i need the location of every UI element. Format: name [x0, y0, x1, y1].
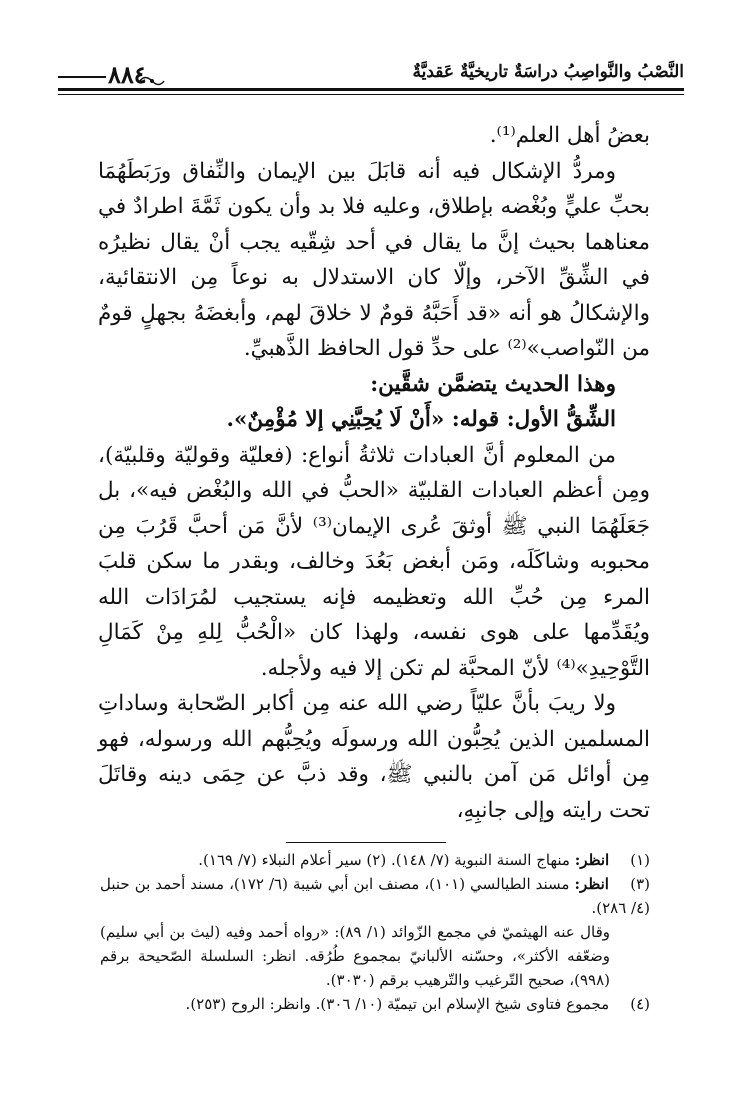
running-title: النَّصْبُ والنَّواصِبُ دراسَةٌ تاريخيَّةٌ عَقديَّةٌ — [412, 62, 684, 82]
paragraph-1: بعضُ أهل العلم⁽¹⁾. — [489, 123, 650, 148]
header-rule-thin — [58, 94, 684, 95]
footnote-4: (٤) مجموع فتاوى شيخ الإسلام ابن تيميّة (١٠/ ٣٠٦). وانظر: الروح (٢٥٣). — [185, 995, 650, 1013]
page-header — [58, 58, 684, 104]
header-rule — [58, 88, 684, 91]
page-number: ٨٨٤ — [108, 60, 147, 89]
footnotes — [100, 848, 650, 1016]
subsection-heading: الشِّقُّ الأول: قوله: «أَنْ لَا يُحِبَّنِي إلا مُؤْمِنٌ». — [226, 407, 616, 432]
paragraph-4: ولا ريبَ بأنَّ عليّاً رضي الله عنه مِن أكابر الصّحابة وساداتِ المسلمين الذين يُحِبُّون الله ورسولَه ويُحِبُّهم الله ورسوله، فهو مِن أوائل مَن آمن بالنبي ﷺ، وقد ذبَّ عن حِمَى دينه وقاتَلَ تحت رايته وإلى جانبِهِ، — [98, 691, 650, 823]
footnote-1: (١) انظر: منهاج السنة النبوية (٧/ ١٤٨). (٢) سير أعلام النبلاء (٧/ ١٦٩). — [198, 851, 650, 869]
paragraph-3: من المعلوم أنَّ العبادات ثلاثةُ أنواع: (فعليّة وقوليّة وقلبيّة)، ومِن أعظم العبادات القلبيّة «الحبُّ في الله والبُغْض فيه»، بل جَعَلَهُمَا النبي ﷺ أوثقَ عُرى الإيمان⁽³⁾ لأنَّ مَن أحبَّ قَرُبَ مِن محبوبه وشاكَلَه، ومَن أبغض بَعُدَ وخالف، وبقدر ما سكن قلبَ المرء مِن حُبِّ الله وتعظيمه فإنه يستجيب لمُرَادَات الله ويُقَدِّمها على هوى نفسه، ولهذا كان «الْحُبُّ لِلهِ مِنْ كَمَالِ التَّوْحِيدِ»⁽⁴⁾ لأنّ المحبَّة لم تكن إلا فيه ولأجله. — [98, 442, 651, 681]
footnote-3-continued: وقال عنه الهيثميّ في مجمع الزّوائد (١/ ٨٩): «رواه أحمد وفيه (ليث بن أبي سليم) وضعّفه الأكثر»، وحسّنه الألبانيّ بمجموع طُرُقه. انظر: السلسلة الصّحيحة برقم (٩٩٨)، صحيح التّرغيب والتّرهيب برقم (٣٠٣٠). — [100, 923, 611, 989]
section-heading: وهذا الحديث يتضمَّن شقَّين: — [370, 371, 616, 397]
footnote-rule — [286, 842, 446, 843]
paragraph-2: ومردُّ الإشكال فيه أنه قابَلَ بين الإيمان والنِّفاق ورَبَطَهُمَا بحبِّ عليٍّ وبُغْضه بإطلاق، وعليه فلا بد وأن يكون ثَمَّةَ اطرادٌ في معناهما بحيث إنَّ ما يقال في أحد شِقّيه يجب أنْ يقال نظيرُه في الشِّقِّ الآخر، وإلّا كان الاستدلال به نوعاً مِن الانتقائية، والإشكالُ هو أنه «قد أَحَبَّهُ قومٌ لا خلاقَ لهم، وأبغضَهُ بجهلٍ قومٌ من النّواصب»⁽²⁾ على حدِّ قول الحافظ الذَّهبيِّ. — [98, 158, 650, 361]
main-text — [98, 118, 650, 828]
footnote-3: (٣) انظر: مسند الطيالسي (١٠١)، مصنف ابن أبي شيبة (٦/ ١٧٢)، مسند أحمد بن حنبل (٤/ ٢٨٦). — [100, 875, 650, 917]
